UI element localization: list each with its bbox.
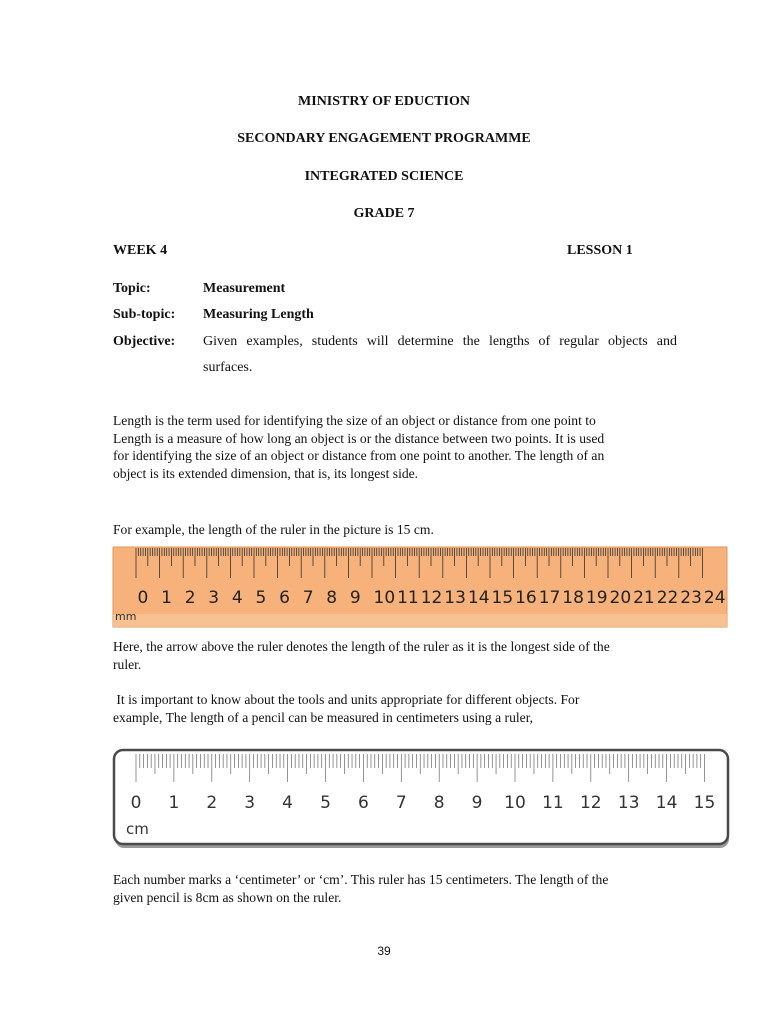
objective-line-2: surfaces.: [203, 360, 253, 375]
ruler-number: 3: [244, 793, 256, 813]
paragraph-centimeter: [113, 871, 678, 906]
text-line: Each number marks a ‘centimeter’ or ‘cm’. This ruler has 15 centimeters. The length of the: [113, 872, 609, 887]
text-line: for identifying the size of an object or distance from one point to another. The length of an: [113, 448, 605, 463]
ruler-number: 14: [655, 793, 678, 813]
ruler-number: 6: [279, 588, 290, 608]
paragraph-arrow: [113, 638, 678, 673]
lesson-label: LESSON 1: [567, 243, 633, 258]
ruler-number: 4: [231, 588, 243, 608]
ruler-number: 7: [395, 793, 407, 813]
text-line: It is important to know about the tools and units appropriate for different objects. For: [113, 692, 580, 707]
ruler-number: 7: [302, 588, 314, 608]
ruler-number: 3: [208, 588, 220, 608]
text-line: example, The length of a pencil can be measured in centimeters using a ruler,: [113, 709, 534, 725]
subtopic-value: Measuring Length: [203, 307, 314, 322]
ruler-number: 8: [433, 793, 445, 813]
ruler-number: 1: [161, 588, 172, 608]
ruler-number: 2: [206, 793, 218, 813]
paragraph-tools: [113, 691, 678, 726]
page-number: 39: [377, 944, 391, 958]
text-line: Here, the arrow above the ruler denotes the length of the ruler as it is the longest side of the: [113, 639, 610, 654]
ruler-shade: [113, 614, 727, 627]
ruler-number: 13: [444, 588, 466, 608]
text-line: ruler.: [113, 656, 142, 672]
ruler-number: 9: [471, 793, 483, 813]
ruler-unit: cm: [126, 820, 149, 838]
ruler-unit: mm: [115, 610, 137, 623]
ruler-number: 23: [680, 588, 702, 608]
ruler-number: 15: [693, 793, 716, 813]
ruler-number: 19: [585, 588, 608, 608]
ruler-number: 9: [349, 588, 361, 608]
ruler-number: 15: [491, 588, 514, 608]
ruler-number: 16: [515, 588, 537, 608]
header-ministry: MINISTRY OF EDUCTION: [298, 94, 470, 109]
header-subject: INTEGRATED SCIENCE: [304, 169, 464, 184]
topic-label: Topic:: [113, 281, 151, 296]
ruler-number: 12: [579, 793, 602, 813]
ruler-number: 4: [282, 793, 294, 813]
subtopic-label: Sub-topic:: [113, 307, 176, 322]
week-label: WEEK 4: [113, 243, 168, 258]
header-programme: SECONDARY ENGAGEMENT PROGRAMME: [237, 131, 531, 146]
topic-value: Measurement: [203, 281, 286, 296]
text-line: given pencil is 8cm as shown on the ruler.: [113, 889, 342, 905]
ruler-number: 2: [184, 588, 196, 608]
ruler-number: 5: [255, 588, 267, 608]
ruler-number: 0: [137, 588, 149, 608]
ruler-number: 22: [656, 588, 679, 608]
text-line: Length is a measure of how long an object is or the distance between two points. It is used: [113, 430, 605, 446]
ruler-number: 24: [703, 588, 726, 608]
objective-line-1: Given examples, students will determine the lengths of regular objects and: [203, 334, 677, 349]
paragraph-example: For example, the length of the ruler in the picture is 15 cm.: [113, 522, 434, 537]
text-line: Length is the term used for identifying the size of an object or distance from one point to: [113, 413, 596, 428]
orange-ruler-image: [112, 546, 728, 630]
ruler-number: 10: [373, 588, 396, 608]
ruler-number: 20: [609, 588, 632, 608]
ruler-number: 0: [130, 793, 142, 813]
ruler-number: 21: [633, 588, 655, 608]
ruler-number: 10: [504, 793, 526, 813]
header-grade: GRADE 7: [353, 206, 415, 221]
objective-label: Objective:: [113, 334, 176, 349]
ruler-number: 14: [467, 588, 490, 608]
ruler-number: 13: [617, 793, 640, 813]
ruler-number: 5: [320, 793, 331, 813]
ruler-number: 11: [397, 588, 419, 608]
ruler-number: 6: [357, 793, 369, 813]
ruler-number: 8: [326, 588, 338, 608]
ruler-number: 18: [562, 588, 584, 608]
text-line: object is its extended dimension, that is, its longest side.: [113, 465, 419, 481]
paragraph-definition: [113, 412, 678, 482]
ruler-number: 11: [542, 793, 564, 813]
ruler-number: 17: [538, 588, 561, 608]
ruler-number: 1: [168, 793, 180, 813]
ruler-number: 12: [420, 588, 443, 608]
white-ruler-image: [112, 748, 732, 850]
